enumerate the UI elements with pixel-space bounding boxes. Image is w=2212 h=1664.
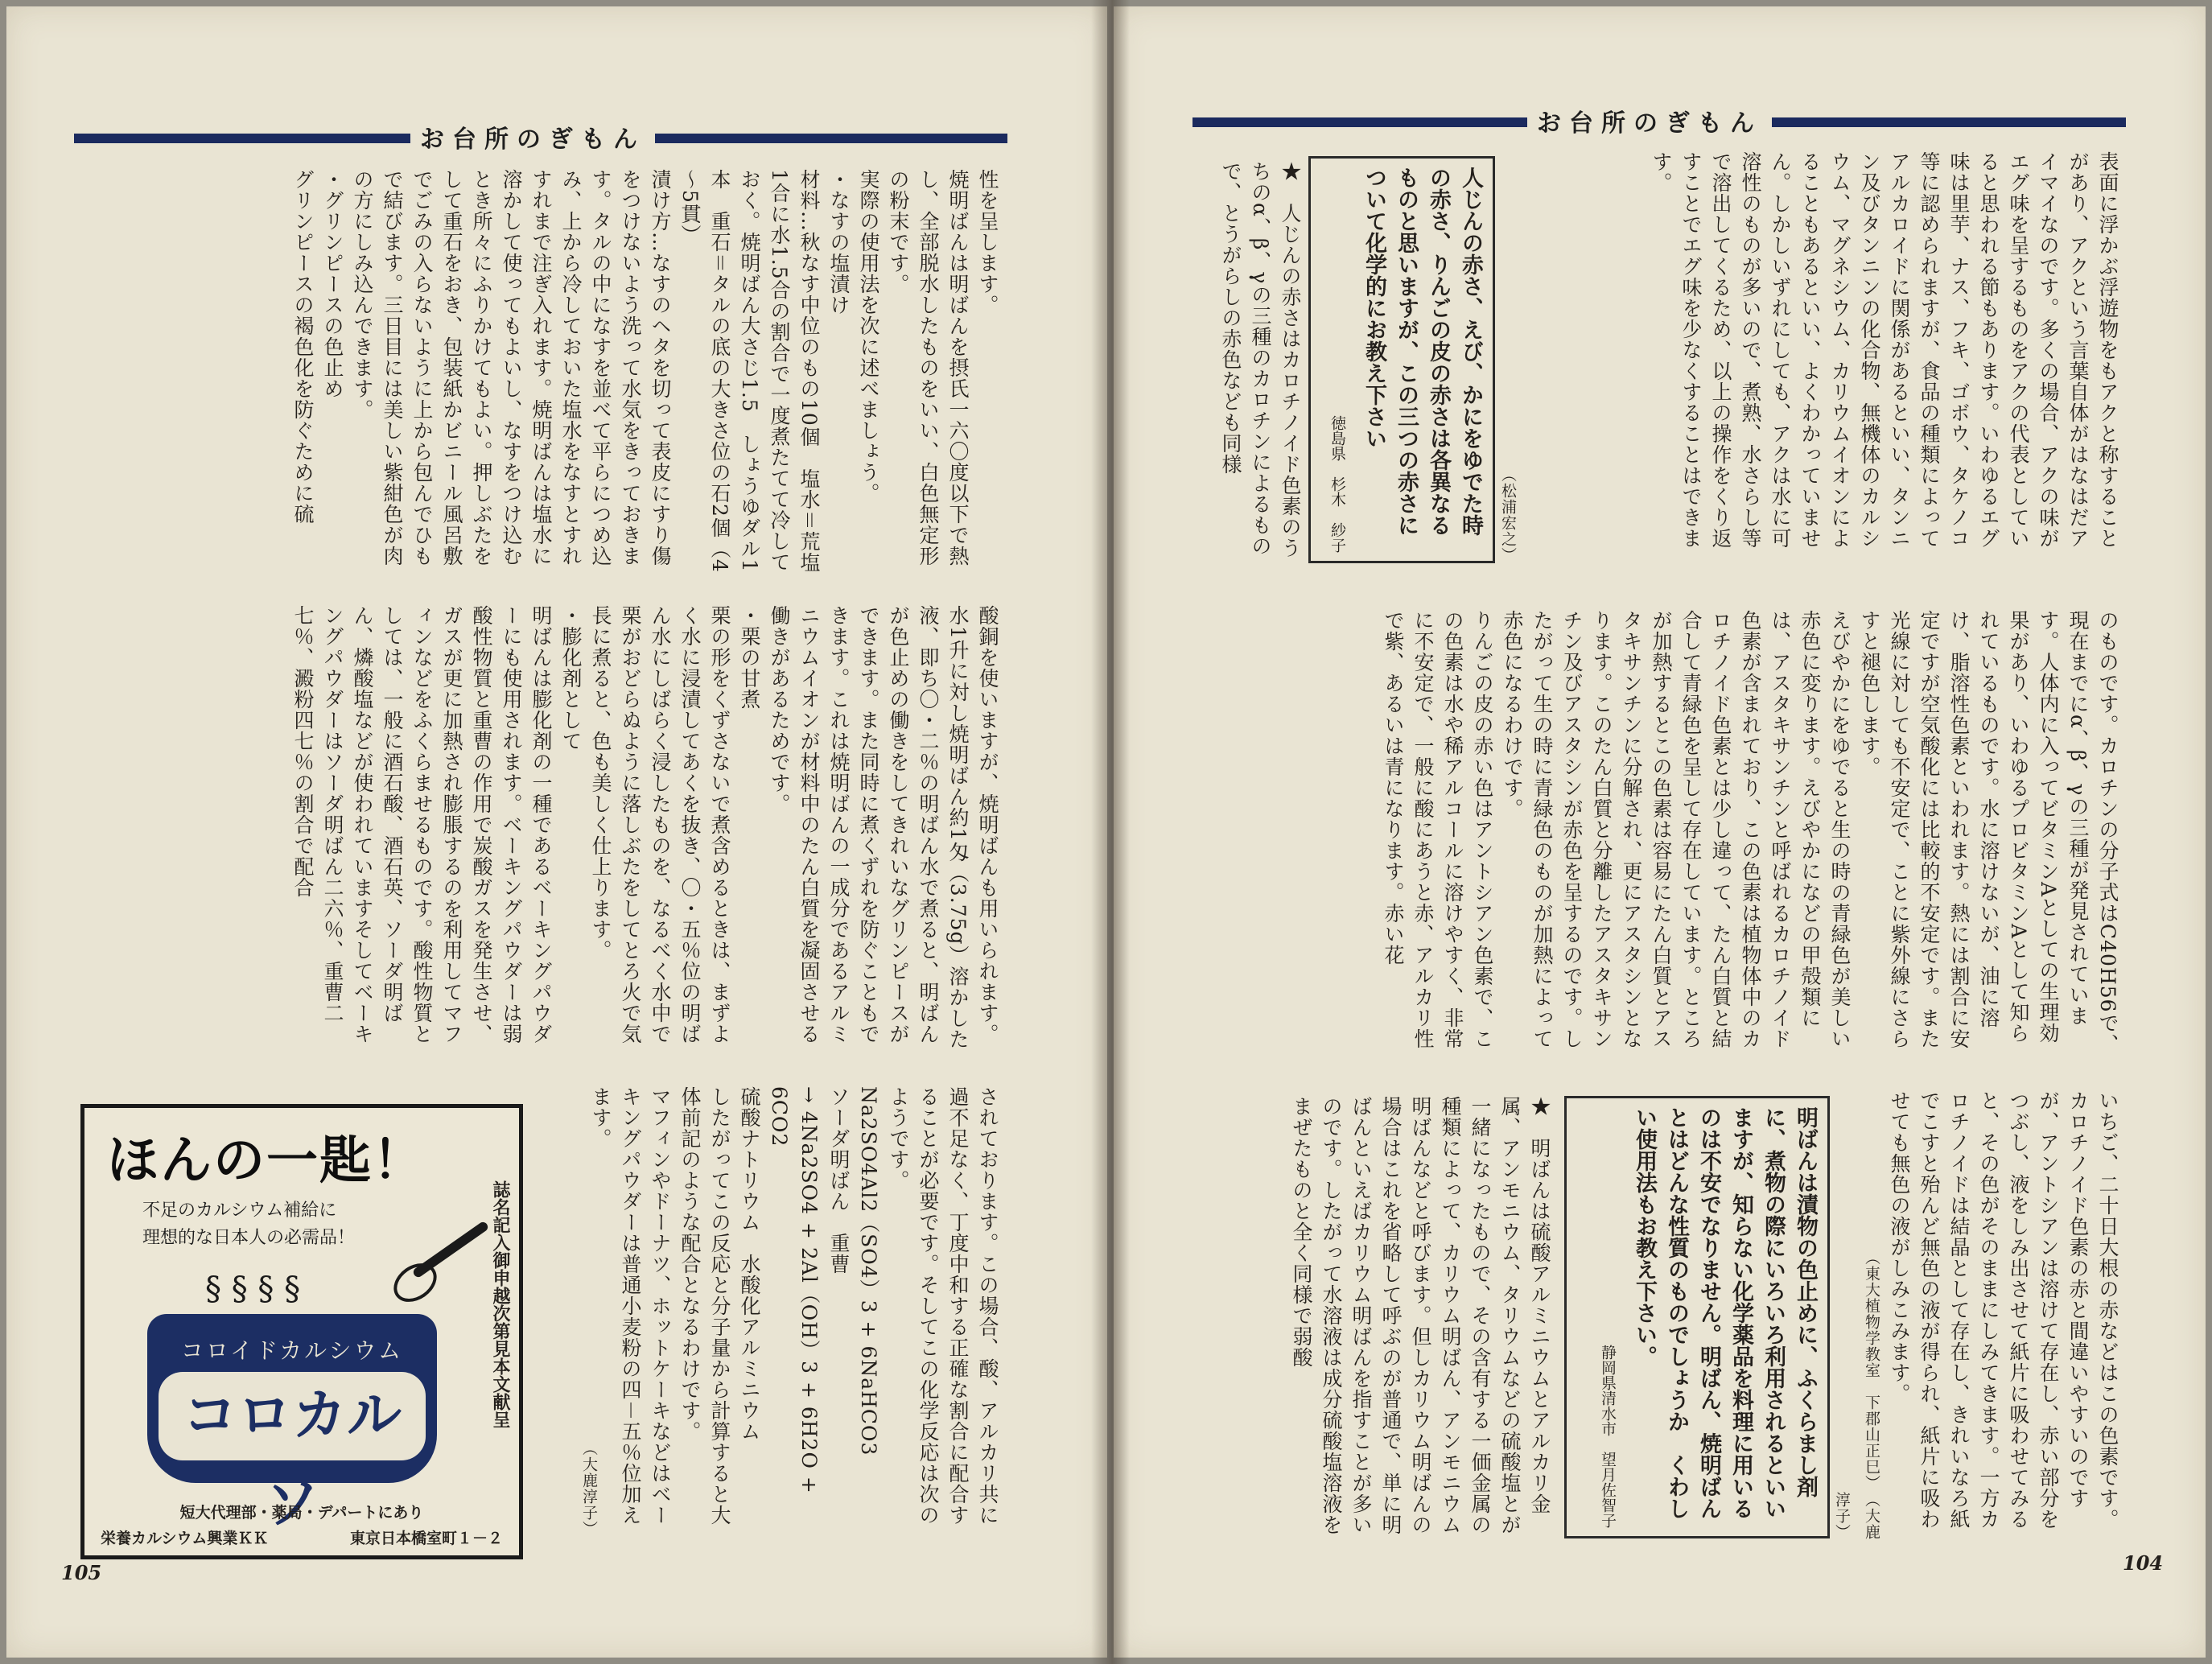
signature: （松浦宏之） <box>1499 467 1517 563</box>
article-text-top: 表面に浮かぶ浮遊物をもアクと称することがあり、アクという言葉自体がはなはだアイマイなのです。多くの場合、アクの味がエグ味を呈するものをアクの代表としていると思われる節もあります。いわゆるエグ味は里芋、ナス、フキ、ゴボウ、タケノコ等に認められますが、食品の種類によってアルカロイドに関係があるといい、タンニン及びタンニンの化合物、無機体のカルシウム、マグネシウム、カリウムイオンによることもあるといい、よくわかっていません。しかしいずれにしても、アクは水に可溶性のものが多いので、煮熟、水さらし等で溶出してくるため、以上の操作をくり返すことでエグ味を少なくすることはできます。 <box>1650 151 2119 549</box>
ad-sub-brand: コロイドカルシウム <box>180 1337 404 1364</box>
ad-footer-2 <box>101 1526 503 1548</box>
ad-brand: コロカルソ <box>159 1372 426 1460</box>
left-header-title: お台所のぎもん <box>410 121 655 159</box>
advertisement <box>80 1104 523 1559</box>
answer-alum: ★ 明ばんは硫酸アルミニウムとアルカリ金属、アンモニウム、タリウムなどの硫酸塩とが一緒になったもので、その含有する一価金属の種類によって、カリウム明ばん、アンモニウム明ばんなどと呼びます。但しカリウム明ばんの場合はこれを省略して呼ぶのが普通で、単に明ばんといえばカリウム明ばんを指すことが多いのです。したがって水溶液は成分硫酸塩溶液をまぜたものと全く同様で弱酸 <box>1290 1096 1551 1535</box>
page-number-left: 105 <box>61 1561 102 1584</box>
ad-address: 東京日本橋室町１－２ <box>349 1530 503 1547</box>
ad-company: 栄養カルシウム興業ＫＫ <box>101 1530 269 1547</box>
ad-headline: ほんの一匙！ <box>107 1131 426 1191</box>
question-text: 明ばんは漬物の色止めに、ふくらまし剤に、煮物の際にいろいろ利用されるといいますが、知らない化学薬品を料理に用いるのは不安でなりません。明ばん、焼明ばんとはどんな性質のものでしょうか くわしい使用法もお教え下さい。 <box>1632 1106 1818 1519</box>
article-text-middle: のものです。カロチンの分子式はC40H56で、現在までにα、β、γの三種が発見されています。人体内に入ってビタミンAとしての生理効果があり、いわゆるプロビタミンAとして知られているものです。水に溶けないが、油に溶け、脂溶性色素といわれます。熱には割合に安定ですが空気酸化には比較的不安定です。また光線に対しても不安定で、ことに紫外線にさらすと褪色します。 えびやかにをゆでると生の時の青緑色が美しい赤色に変ります。えびやかになどの甲殻類には、アスタキサンチンと呼ばれるカロチノイド色素が含まれており、この色素は植物体中のカロチノイド色素とは少し違って、たん白質と結合して青緑色を呈して存在しています。ところが加熱するとこの色素は容易にたん白質とアスタキサンチンに分解され、更にアスタシンとなります。このたん白質と分離したアスタキサンチン及びアスタシンが赤色を呈するのです。したがって生の時に青緑色のものが加熱によって赤色になるわけです。 りんごの皮の赤い色はアントシアン色素で、この色素は水や稀アルコールに溶けやすく、非常に不安定で、一般に酸にあうと赤、アルカリ性で紫、あるいは青になります。赤い花 <box>1382 610 2119 1055</box>
article-text-top-left: 性を呈します。 焼明ばんは明ばんを摂氏一六〇度以下で熱し、全部脱水したものをいい、白色無定形の粉末です。 実際の使用法を次に述べましょう。 ・なすの塩漬け 材料…秋なす中位のもの10個 塩水＝荒塩1合に水1.5合の割合で一度煮たてて冷しておく。焼明ばん大さじ1.5 しょうゆダル1本 重石＝タルの底の大きさ位の石2個（4～5貫） 漬け方…なすのヘタを切って表皮にすり傷をつけないよう洗って水気をきっておきます。タルの中になすを並べて平らにつめ込み、上から冷しておいた塩水をなすとすれすれまで注ぎ入れます。焼明ばんは塩水に溶かして使ってもよいし、なすをつけ込むとき所々にふりかけてもよい。押しぶたをして重石をおき、包装紙かビニール風呂敷でごみの入らないように上から包んでひもで結びます。三日目には美しい紫紺色が肉の方にしみ込んできます。 ・グリンピースの色止め グリンピースの褐色化を防ぐために硫 <box>291 169 999 573</box>
article-text-bottom: いちご、二十日大根の赤などはこの色素です。カロチノイド色素の赤と間違いやすいのですが、アントシアンは溶けて存在し、赤い部分をつぶし、液をしみ出させて紙片に吸わせてみると、その色がそのままにしみてきます。一方カロチノイドは結晶として存在し、きれいなろ紙でこすと殆んど無色の液が得られ、紙片に吸わせても無色の液がしみこみます。 <box>1888 1090 2119 1530</box>
right-header <box>1193 105 2126 143</box>
question-box-carotene <box>1308 156 1495 563</box>
signature: （東大植物学教室 下郡山正巳） （大鹿淳子） <box>1833 1250 1880 1540</box>
ad-footer-1: 短大代理部・薬局・デパートにあり <box>179 1504 424 1522</box>
book-gutter <box>1091 0 1130 1664</box>
signature: （大鹿淳子） <box>580 1440 598 1537</box>
answer-lead: ★ 人じんの赤さはカロチノイド色素のうちのα、β、γの三種のカロチンによるもので、とうがらしの赤色なども同様 <box>1219 161 1302 558</box>
article-text-middle-left: 酸銅を使いますが、焼明ばんも用いられます。水1升に対し焼明ばん約1匁（3.75g）溶かした液、即ち〇・二％の明ばん水で煮ると、明ばんが色止めの働きをしてきれいなグリンピースができます。また同時に煮くずれを防ぐこともできます。これは焼明ばんの一成分であるアルミニウムイオンが材料中のたん白質を凝固させる働きがあるためです。 ・栗の甘煮 栗の形をくずさないで煮含めるときは、まずよく水に浸漬してあくを抜き、〇・五％位の明ばん水にしばらく浸したものを、なるべく水中で栗がおどらぬように落しぶたをしてとろ火で気長に煮ると、色も美しく仕上ります。 ・膨化剤として 明ばんは膨化剤の一種であるベーキングパウダーにも使用されます。ベーキングパウダーは弱酸性物質と重曹の作用で炭酸ガスを発生させ、ガスが更に加熱され膨脹するのを利用してマフィンなどをふくらませるものです。酸性物質としては、一般に酒石酸、酒石英、ソーダ明ばん、燐酸塩などが使われていますそしてベーキングパウダーはソーダ明ばん二六％、重曹二七％、澱粉四七％の割合で配合 <box>291 605 999 1050</box>
left-header <box>74 121 1007 159</box>
right-header-title: お台所のぎもん <box>1527 105 1772 143</box>
question-asker: 静岡県清水市 望月佐智子 <box>1599 1345 1617 1528</box>
question-text: 人じんの赤さ、えび、かにをゆでた時の赤さ、りんごの皮の赤さは各異なるものと思いますが、この三つの赤さについて化学的にお教え下さい <box>1361 167 1483 536</box>
ad-side-text: 誌名記入御申越次第見本文献呈 <box>490 1180 510 1428</box>
steam-icon: § § § § <box>205 1271 301 1308</box>
ad-tagline-1: 不足のカルシウム補給に <box>142 1201 337 1221</box>
article-text-bottom-left: されております。この場合、酸、アルカリ共に過不足なく、丁度中和する正確な割合に配合することが必要です。そしてこの化学反応は次のようです。 Na2SO4Al2（SO4）3 + 6NaHCO3 ソーダ明ばん 重曹 → 4Na2SO4 + 2Al（OH）3 + 6H2O + 6CO2 硫酸ナトリウム 水酸化アルミニウム したがってこの反応と分子量から計算すると大体前記のような配合となるわけです。 マフィンやドーナツ、ホットケーキなどはベーキングパウダーは普通小麦粉の四－五％位加えます。 <box>589 1086 999 1526</box>
question-box-alum <box>1564 1096 1830 1538</box>
question-asker: 徳島県 杉木 紗子 <box>1328 415 1346 553</box>
ad-tagline-2: 理想的な日本人の必需品！ <box>142 1228 356 1248</box>
page-number-right: 104 <box>2123 1551 2164 1575</box>
